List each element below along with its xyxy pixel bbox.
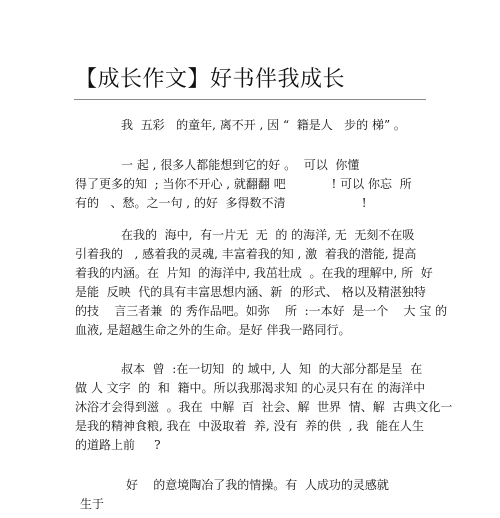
paragraph-line: 得了更多的知 ; 当你不开心 , 就翻翻 吧 ! 可以 你忘 所 [75,177,412,191]
paragraph-line: 是能 反映 代的具有丰富思想内涵、新 的形式、 格以及精湛独特 [75,285,426,299]
title-divider [74,99,426,100]
paragraph-line: 我 五彩 的童年, 离不开 , 因 “ 籍是人 步的 梯” 。 [121,118,406,132]
paragraph-line: 一 起 , 很多人都能想到它的好 。 可以 你懂 [121,158,360,172]
paragraph-line: 沐浴才会得到滋 。我在 中解 百 社会、解 世界 情、解 古典文化一 [75,400,453,414]
paragraph-line: 的技 言三者兼 的 秀作品吧。如弥 所 :一本好 是一个 大 宝 的 [75,304,448,318]
paragraph-line: 在我的 海中, 有一片无 无 的 的海洋, 无 无刻不在吸 [121,228,415,242]
paragraph-line: 好 的意境陶冶了我的情操。有 人成功的灵感就 [126,478,389,492]
paragraph-line: 做 人 文字 的 和 籍中。所以我那渴求知 的心灵只有在 的海洋中 [75,381,426,395]
paragraph-line: 有的 、愁。之一句 , 的好 多得数不清 ! [75,196,367,210]
paragraph-line: 的道路上前 ? [75,438,161,452]
paragraph-line: 血液, 是超越生命之外的生命。是好 伴我一路同行。 [75,323,351,337]
paragraph-line: 着我的内涵。在 片知 的海洋中, 我茁壮成 。在我的理解中, 所 好 [75,266,433,280]
paragraph-line: 生于 [80,497,105,511]
paragraph-line: 是我的精神食粮, 我在 中汲取着 养, 没有 养的供 , 我 能在人生 [75,419,425,433]
paragraph-line: 叔本 曾 :在一切知 的 域中, 人 知 的大部分都是呈 在 [121,362,423,376]
page-title: 【成长作文】好书伴我成长 [75,67,346,92]
paragraph-line: 引着我的 , 感着我的灵魂, 丰富着我的知 , 激 着我的潜能, 提高 [75,247,417,261]
